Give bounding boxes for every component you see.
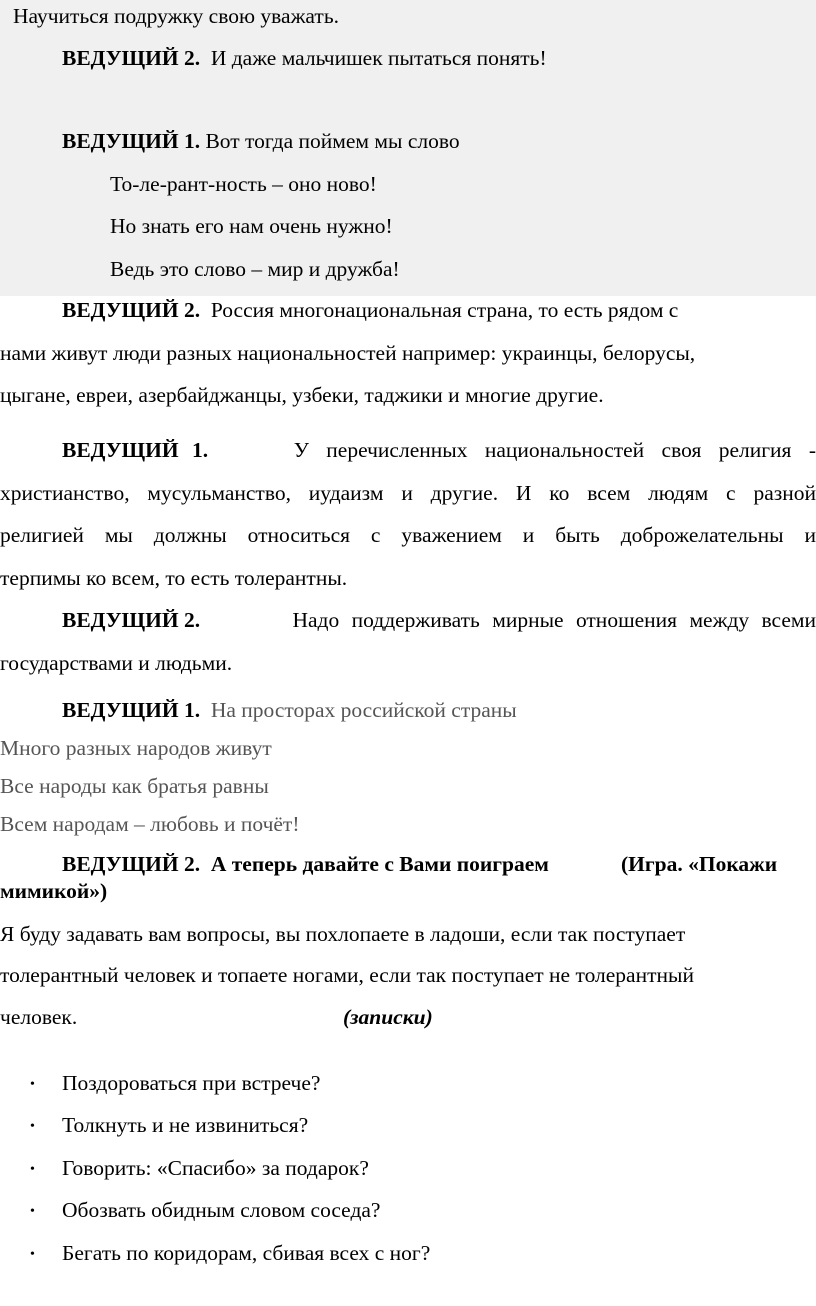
game-title-name-cont: мимикой») xyxy=(0,879,108,903)
verse-line-3: Вот тогда поймем мы слово xyxy=(205,129,460,153)
poem-line-1: На просторах российской страны xyxy=(210,698,517,722)
speaker-label: ВЕДУЩИЙ 1. xyxy=(62,438,209,462)
paragraph-first-line xyxy=(62,437,816,463)
paragraph-first-line xyxy=(62,607,816,633)
poem-line-3: Все народы как братья равны xyxy=(0,774,269,798)
verse-line-4: То-ле-рант-ность – оно ново! xyxy=(110,172,377,196)
list-item: Говорить: «Спасибо» за подарок? xyxy=(62,1156,369,1180)
list-item: Бегать по коридорам, сбивая всех с ног? xyxy=(62,1241,431,1265)
verse-line-6: Ведь это слово – мир и дружба! xyxy=(110,257,400,281)
game-title-name: (Игра. «Покажи xyxy=(621,852,778,876)
paragraph-first-line xyxy=(62,297,678,323)
paragraph-text: христианство, мусульманство, иудаизм и другие. И ко всем людям с разной xyxy=(0,481,816,505)
verse-line-5: Но знать его нам очень нужно! xyxy=(110,214,393,238)
game-instruction-line: Я буду задавать вам вопросы, вы похлопаете в ладоши, если так поступает xyxy=(0,922,686,946)
bullet-icon: • xyxy=(30,1119,35,1134)
paragraph-line: цыгане, евреи, азербайджанцы, узбеки, таджики и многие другие. xyxy=(0,383,604,407)
poem-first-line xyxy=(62,697,517,723)
speaker-label: ВЕДУЩИЙ 2. xyxy=(62,852,201,876)
poem-line-2: Много разных народов живут xyxy=(0,736,272,760)
speaker-label: ВЕДУЩИЙ 2. xyxy=(62,46,201,70)
paragraph-line: терпимы ко всем, то есть толерантны. xyxy=(0,566,348,590)
verse-line-2: И даже мальчишек пытаться понять! xyxy=(210,46,547,70)
bullet-icon: • xyxy=(30,1077,35,1092)
list-item: Поздороваться при встрече? xyxy=(62,1071,321,1095)
game-instruction-line: толерантный человек и топаете ногами, если так поступает не толерантный xyxy=(0,963,694,987)
game-title-line xyxy=(62,851,549,877)
poem-line-4: Всем народам – любовь и почёт! xyxy=(0,812,300,836)
paragraph-line: нами живут люди разных национальностей например: украинцы, белорусы, xyxy=(0,341,696,365)
paragraph-text: религией мы должны относиться с уважением и быть доброжелательны и xyxy=(0,523,816,547)
paragraph-line xyxy=(0,522,816,548)
verse-speaker-line xyxy=(62,128,460,154)
list-item: Толкнуть и не извиниться? xyxy=(62,1113,309,1137)
game-instruction-line: человек. xyxy=(0,1005,78,1029)
verse-speaker-line xyxy=(62,45,547,71)
verse-line-1: Научиться подружку свою уважать. xyxy=(13,4,339,28)
paragraph-line xyxy=(0,480,816,506)
bullet-icon: • xyxy=(30,1247,35,1262)
game-title: А теперь давайте с Вами поиграем xyxy=(210,852,549,876)
notes-annotation: (записки) xyxy=(343,1005,433,1029)
paragraph-text: У перечисленных национальностей своя религия - xyxy=(293,438,816,462)
paragraph-line: государствами и людьми. xyxy=(0,651,233,675)
bullet-icon: • xyxy=(30,1162,35,1177)
list-item: Обозвать обидным словом соседа? xyxy=(62,1198,381,1222)
paragraph-text: Россия многонациональная страна, то есть рядом с xyxy=(210,298,679,322)
speaker-label: ВЕДУЩИЙ 2. xyxy=(62,608,201,632)
bullet-icon: • xyxy=(30,1204,35,1219)
speaker-label: ВЕДУЩИЙ 1. xyxy=(62,129,201,153)
paragraph-text: Надо поддерживать мирные отношения между всеми xyxy=(292,608,816,632)
speaker-label: ВЕДУЩИЙ 1. xyxy=(62,698,201,722)
speaker-label: ВЕДУЩИЙ 2. xyxy=(62,298,201,322)
